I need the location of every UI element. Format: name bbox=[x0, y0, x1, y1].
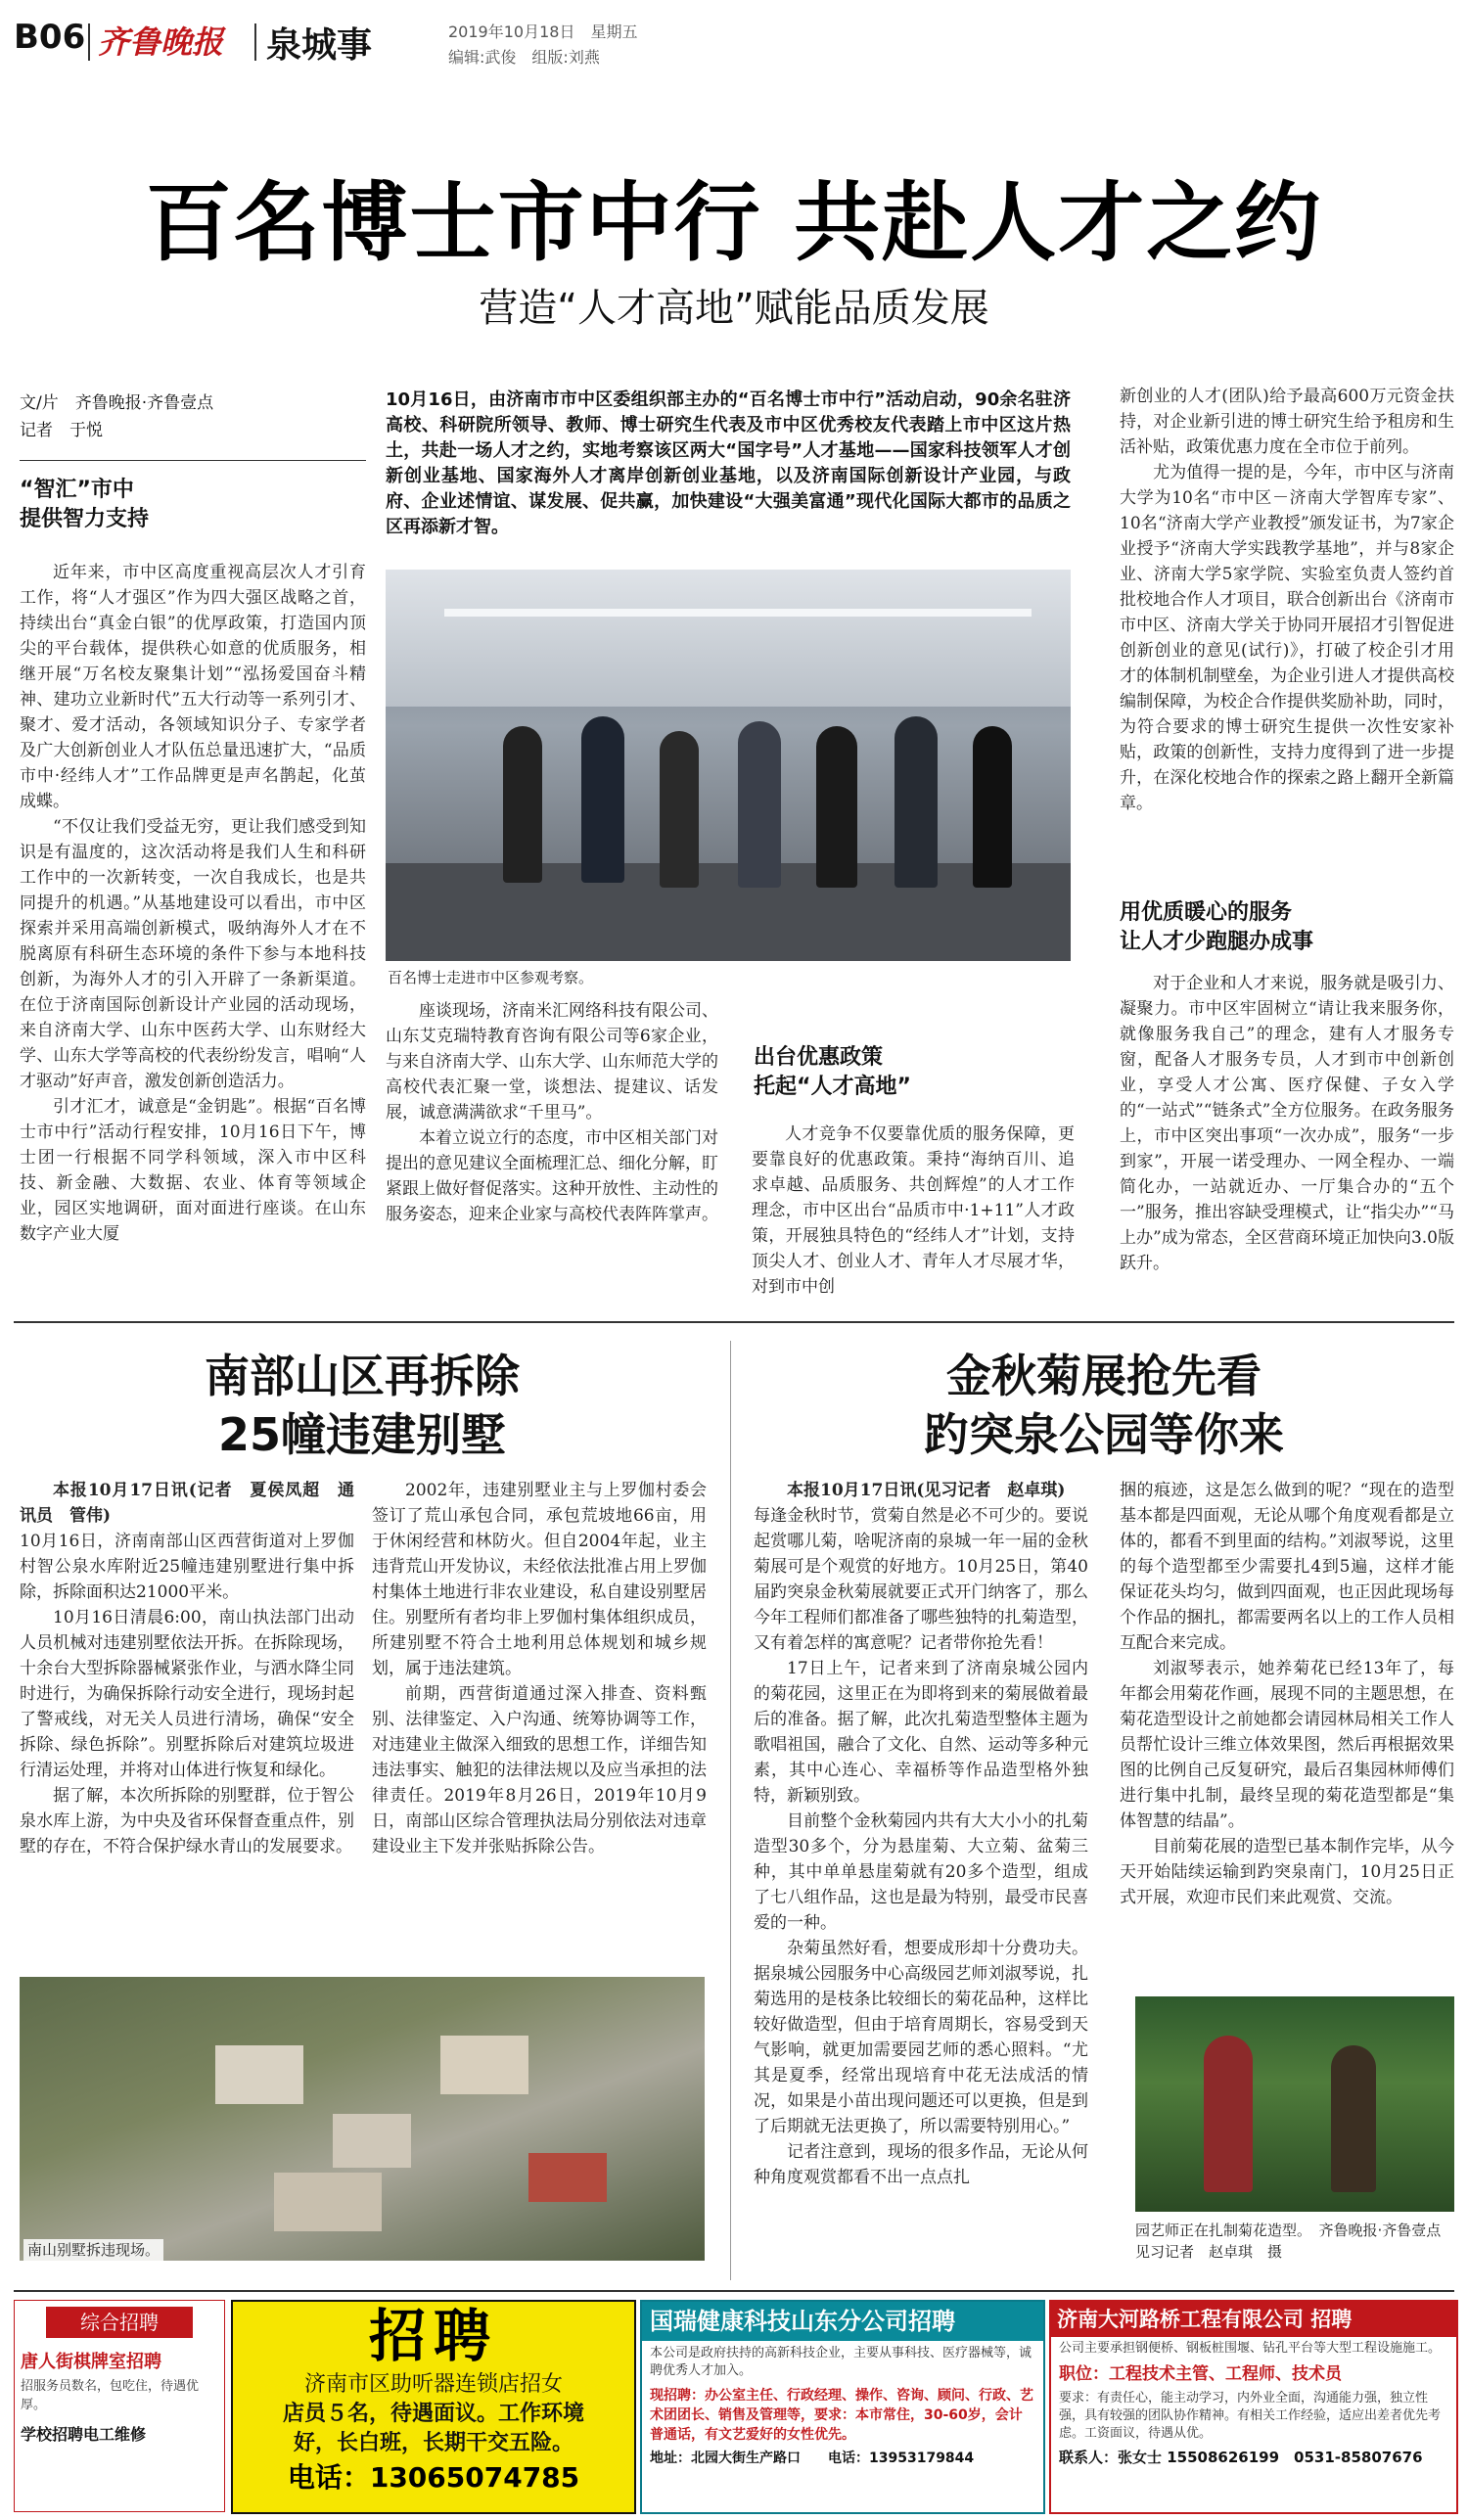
subhead-youhui: 出台优惠政策 托起“人才高地” bbox=[754, 1045, 911, 1099]
ad-title: 国瑞健康科技山东分公司招聘 bbox=[642, 2302, 1043, 2341]
ad-line: 店员５名，待遇面议。工作环境 bbox=[282, 2402, 584, 2426]
divider bbox=[254, 23, 256, 61]
lead-column-3 bbox=[752, 1122, 1075, 1298]
ad-line: 济南市区助听器连锁店招女 bbox=[303, 2372, 563, 2397]
ad-line: 公司主要承担钢便桥、钢板桩围堰、钻孔平台等大型工程设施施工。 bbox=[1059, 2341, 1442, 2356]
newspaper-logo: 齐鲁晚报 bbox=[98, 23, 224, 61]
paragraph: 刘淑琴表示，她养菊花已经13年了，每年都会用菊花作画，展现不同的主题思想，在菊花造型设计之前她都会请园林局相关工作人员帮忙设计三维立体效果图，然后再根据效果图的比例自己反复研究，最后召集园林师傅们进行集中扎制，最终呈现的菊花造型都是“集体智慧的结晶”。 bbox=[1120, 1659, 1454, 1831]
ad-dahe bbox=[1049, 2300, 1458, 2514]
paragraph: 捆的痕迹，这是怎么做到的呢？“现在的造型基本都是四面观，无论从哪个角度观看都是立体的，都看不到里面的结构。”刘淑琴说，这里的每个造型都至少需要扎4到5遍，这样才能保证花头均匀，做到四面观，也正因此现场每个作品的捆扎，都需要两名以上的工作人员相互配合来完成。 bbox=[1120, 1481, 1454, 1653]
ad-line: 招服务员数名，包吃住，待遇优厚。 bbox=[21, 2379, 200, 2412]
paragraph: 记者注意到，现场的很多作品，无论从何种角度观赏都看不出一点点扎 bbox=[754, 2142, 1088, 2187]
lead-photo-caption: 百名博士走进市中区参观考察。 bbox=[388, 969, 594, 986]
date: 2019年10月18日 bbox=[448, 23, 575, 41]
ad-line: 好，长白班，长期干交五险。 bbox=[293, 2431, 573, 2455]
ad-tag: 综合招聘 bbox=[46, 2307, 193, 2338]
paragraph: 杂菊虽然好看，想要成形却十分费功夫。据泉城公园服务中心高级园艺师刘淑琴说，扎菊选用的是枝条比较细长的菊花品种，这样比较好做造型，但由于培育周期长，容易受到天气影响，就更加需要园艺师的悉心照料。“尤其是夏季，经常出现培育中花无法成活的情况，如果是小苗出现问题还可以更换，但是到了后期就无法更换了，所以需要特别用心。” bbox=[754, 1939, 1088, 2136]
ad-hearing-aid bbox=[231, 2300, 636, 2514]
byline bbox=[20, 389, 213, 444]
article2-headline-line: 25幢违建别墅 bbox=[217, 1408, 506, 1461]
ad-line: 要求：有责任心，能主动学习，内外业全面，沟通能力强，独立性强，具有较强的团队协作精神。有相关工作经验，适应出差者优先考虑。工资面议，待遇从优。 bbox=[1059, 2391, 1442, 2441]
article2-photo bbox=[20, 1977, 705, 2261]
paragraph: 据了解，本次所拆除的别墅群，位于智公泉水库上游，为中央及省环保督查重点件，别墅的存在，不符合保护绿水青山的发展要求。 bbox=[20, 1786, 354, 1856]
paragraph: 本着立说立行的态度，市中区相关部门对提出的意见建议全面梳理汇总、细化分解，盯紧跟上做好督促落实。这种开放性、主动性的服务姿态，迎来企业家与高校代表阵阵掌声。 bbox=[386, 1128, 718, 1224]
byline-line: 记者 于悦 bbox=[20, 421, 103, 440]
layout-editor: 组版:刘燕 bbox=[531, 48, 600, 67]
section-name: 泉城事 bbox=[266, 25, 373, 66]
ad-classified bbox=[14, 2300, 225, 2512]
paragraph: 引才汇才，诚意是“金钥匙”。根据“百名博士市中行”活动行程安排，10月16日下午，博士团一行根据不同学科领域，深入市中区科技、新金融、大数据、农业、体育等领域企业，园区实地调研，面对面进行座谈。在山东数字产业大厦 bbox=[20, 1097, 366, 1244]
lead-intro: 10月16日，由济南市市中区委组织部主办的“百名博士市中行”活动启动，90余名驻济高校、科研院所领导、教师、博士研究生代表及市中区优秀校友代表踏上市中区这片热土，共赴一场人才之约，实地考察该区两大“国字号”人才基地——国家科技领军人才创新创业基地、国家海外人才离岸创新创业基地，以及济南国际创新设计产业园，与政府、企业述情谊、谋发展、促共赢，加快建设“大强美富通”现代化国际大都市的品质之区再添新才智。 bbox=[386, 389, 1071, 537]
byline-line: 文/片 齐鲁晚报·齐鲁壹点 bbox=[20, 393, 214, 413]
ads-divider bbox=[14, 2290, 1454, 2292]
paragraph: 每逢金秋时节，赏菊自然是必不可少的。要说起赏哪儿菊，啥呢济南的泉城一年一届的金秋菊展可是个观赏的好地方。10月25日，第40届趵突泉金秋菊展就要正式开门纳客了，那么今年工程师们都准备了哪些独特的扎菊造型，又有着怎样的寓意呢？记者带你抢先看！ bbox=[754, 1506, 1088, 1653]
article2-photo-caption: 南山别墅拆违现场。 bbox=[23, 2239, 163, 2261]
article3-headline bbox=[754, 1347, 1454, 1464]
page-number: B06 bbox=[14, 18, 86, 57]
paragraph: 10月16日清晨6:00，南山执法部门出动人员机械对违建别墅依法开拆。在拆除现场，十余台大型拆除器械紧张作业，与洒水降尘同时进行，为确保拆除行动安全进行，现场封起了警戒线，对无关人员进行清场，确保“安全拆除、绿色拆除”。别墅拆除后对建筑垃圾进行清运处理，并将对山体进行恢复和绿化。 bbox=[20, 1608, 354, 1780]
paragraph: 2002年，违建别墅业主与上罗伽村委会签订了荒山承包合同，承包荒坡地66亩，用于休闲经营和林防火。但自2004年起，业主违背荒山开发协议，未经依法批准占用上罗伽村集体土地进行非农业建设，私自建设别墅居住。别墅所有者均非上罗伽村集体组织成员，所建别墅不符合土地利用总体规划和城乡规划，属于违法建筑。 bbox=[372, 1481, 707, 1678]
article3-column-2 bbox=[1120, 1478, 1454, 1987]
article2-column-1 bbox=[20, 1478, 354, 1987]
issue-date bbox=[448, 20, 637, 42]
article2-headline bbox=[20, 1347, 705, 1464]
article3-lead: 本报10月17日讯(见习记者 赵卓琪) bbox=[787, 1481, 1066, 1500]
article3-photo-caption: 园艺师正在扎制菊花造型。 齐鲁晚报·齐鲁壹点见习记者 赵卓琪 摄 bbox=[1135, 2222, 1442, 2261]
article2-lead: 本报10月17日讯(记者 夏侯凤超 通讯员 管伟) bbox=[20, 1481, 354, 1526]
paragraph: “不仅让我们受益无穷，更让我们感受到知识是有温度的，这次活动将是我们人生和科研工作中的一次新转变，一次自我成长，也是共同提升的机遇。”从基地建设可以看出，市中区探索并采用高端创新模式，吸纳海外人才在不脱离原有科研生态环境的条件下参与本地科技创新，为海外人才的引入开辟了一条新渠道。在位于济南国际创新设计产业园的活动现场，来自济南大学、山东中医药大学、山东财经大学、山东大学等高校的代表纷纷发言，唱响“人才驱动”好声音，激发创新创造活力。 bbox=[20, 817, 366, 1091]
paragraph: 17日上午，记者来到了济南泉城公园内的菊花园，这里正在为即将到来的菊展做着最后的准备。据了解，此次扎菊造型整体主题为歌唱祖国，融合了文化、自然、运动等多种元素，其中心连心、幸福桥等作品造型格外独特，新颖别致。 bbox=[754, 1659, 1088, 1806]
paragraph: 目前菊花展的造型已基本制作完毕，从今天开始陆续运输到趵突泉南门，10月25日正式开展，欢迎市民们来此观赏、交流。 bbox=[1120, 1837, 1454, 1907]
article2-headline-line: 南部山区再拆除 bbox=[205, 1350, 520, 1402]
paragraph: 前期，西营街道通过深入排查、资料甄别、法律鉴定、入户沟通、统筹协调等工作，对违建业主做深入细致的思想工作，详细告知违法事实、触犯的法律法规以及应当承担的法律责任。2019年8月26日，2019年10月9日，南部山区综合管理执法局分别依法对违章建设业主下发并张贴拆除公告。 bbox=[372, 1684, 707, 1856]
subhead-fuwu: 用优质暖心的服务 让人才少跑腿办成事 bbox=[1120, 900, 1314, 954]
lead-photo bbox=[386, 570, 1071, 961]
divider bbox=[88, 23, 90, 61]
article3-headline-line: 金秋菊展抢先看 bbox=[946, 1350, 1262, 1402]
weekday: 星期五 bbox=[590, 23, 638, 41]
article3-headline-line: 趵突泉公园等你来 bbox=[924, 1408, 1284, 1461]
lead-column-5 bbox=[1120, 971, 1454, 1304]
article2-column-2 bbox=[372, 1478, 707, 1987]
subhead-zhihui: “智汇”市中 提供智力支持 bbox=[20, 478, 150, 531]
section-divider bbox=[14, 1321, 1454, 1323]
paragraph: 新创业的人才(团队)给予最高600万元资金扶持，对企业新引进的博士研究生给予租房和生活补贴，政策优惠力度在全市位于前列。 bbox=[1120, 387, 1454, 457]
ad-contact: 联系人：张女士 15508626199 0531-85807676 bbox=[1059, 2449, 1423, 2466]
ad-line: 本公司是政府扶持的高新科技企业，主要从事科技、医疗器械等，诚聘优秀人才加入。 bbox=[650, 2346, 1032, 2378]
ad-guorui bbox=[640, 2300, 1045, 2514]
ad-line: 现招聘：办公室主任、行政经理、操作、咨询、顾问、行政、艺术团团长、销售及管理等，要求：本市常住，30-60岁，会计普通话，有文艺爱好的女性优先。 bbox=[650, 2388, 1033, 2443]
ad-line: 职位：工程技术主管、工程师、技术员 bbox=[1059, 2364, 1342, 2384]
paragraph: 人才竞争不仅要靠优质的服务保障，更要靠良好的优惠政策。秉持“海纳百川、追求卓越、品质服务、共创辉煌”的人才工作理念，市中区出台“品质市中·1+11”人才政策，开展独具特色的“经纬人才”计划，支持顶尖人才、创业人才、青年人才尽展才华，对到市中创 bbox=[752, 1124, 1075, 1297]
divider bbox=[20, 460, 366, 461]
editor: 编辑:武俊 bbox=[448, 48, 517, 67]
lead-subheadline: 营造“人才高地”赋能品质发展 bbox=[479, 286, 989, 331]
ad-title: 招聘 bbox=[368, 2303, 498, 2369]
lead-column-4 bbox=[1120, 384, 1454, 873]
article3-photo bbox=[1135, 1996, 1454, 2212]
paragraph: 近年来，市中区高度重视高层次人才引育工作，将“人才强区”作为四大强区战略之首，持续出台“真金白银”的优厚政策，打造国内顶尖的平台载体，提供秩心如意的优质服务，相继开展“万名校友聚集计划”“泓扬爱国奋斗精神、建功立业新时代”五大行动等一系列引才、聚才、爱才活动，各领域知识分子、专家学者及广大创新创业人才队伍总量迅速扩大，“品质市中·经纬人才”工作品牌更是声名鹊起，化茧成蝶。 bbox=[20, 563, 366, 811]
ad-title: 济南大河路桥工程有限公司 招聘 bbox=[1051, 2302, 1456, 2337]
paragraph: 目前整个金秋菊园内共有大大小小的扎菊造型30多个，分为悬崖菊、大立菊、盆菊三种，其中单单悬崖菊就有20多个造型，组成了七八组作品，这也是最为特别，最受市民喜爱的一种。 bbox=[754, 1811, 1088, 1933]
paragraph: 座谈现场，济南米汇网络科技有限公司、山东艾克瑞特教育咨询有限公司等6家企业，与来自济南大学、山东大学、山东师范大学的高校代表汇聚一堂，谈想法、提建议、话发展，诚意满满欲求“千里马”。 bbox=[386, 1001, 718, 1123]
article3-column-1 bbox=[754, 1478, 1088, 2270]
ad-phone: 电话：13065074785 bbox=[287, 2461, 580, 2494]
lead-headline: 百名博士市中行 共赴人才之约 bbox=[145, 172, 1323, 273]
lead-column-2 bbox=[386, 998, 718, 1292]
column-divider bbox=[730, 1341, 731, 2280]
ad-line: 唐人街棋牌室招聘 bbox=[21, 2352, 161, 2372]
paragraph: 10月16日，济南南部山区西营街道对上罗伽村智公泉水库附近25幢违建别墅进行集中拆除，拆除面积达21000平米。 bbox=[20, 1532, 354, 1602]
ad-address: 地址：北园大街生产路口 电话：13953179844 bbox=[650, 2451, 975, 2466]
ad-line: 学校招聘电工维修 bbox=[21, 2425, 147, 2444]
lead-column-1 bbox=[20, 560, 366, 1343]
paragraph: 对于企业和人才来说，服务就是吸引力、凝聚力。市中区牢固树立“请让我来服务你，就像服务我自己”的理念，建有人才服务专窗，配备人才服务专员，人才到市中创新创业，享受人才公寓、医疗保健、子女入学的“一站式”“链条式”全方位服务。在政务服务上，市中区突出事项“一次办成”，服务“一步到家”，开展一诺受理办、一网全程办、一端简化办，一站就近办、一厅集合办的“五个一”服务，推出容缺受理模式，让“指尖办”“马上办”成为常态，全区营商环境正加快向3.0版跃升。 bbox=[1120, 974, 1454, 1273]
paragraph: 尤为值得一提的是，今年，市中区与济南大学为10名“市中区－济南大学智库专家”、10名“济南大学产业教授”颁发证书，为7家企业授予“济南大学实践教学基地”，并与8家企业、济南大学5家学院、实验室负责人签约首批校地合作人才项目，联合创新出台《济南市市中区、济南大学关于协同开展招才引智促进创新创业的意见(试行)》，打破了校企引才用才的体制机制壁垒，为企业引进人才提供高校编制保障，为校企合作提供奖励补助，同时，为符合要求的博士研究生提供一次性安家补贴，政策的创新性，支持力度得到了进一步提升，在深化校地合作的探索之路上翻开全新篇章。 bbox=[1120, 463, 1454, 813]
editor-info bbox=[448, 45, 600, 68]
